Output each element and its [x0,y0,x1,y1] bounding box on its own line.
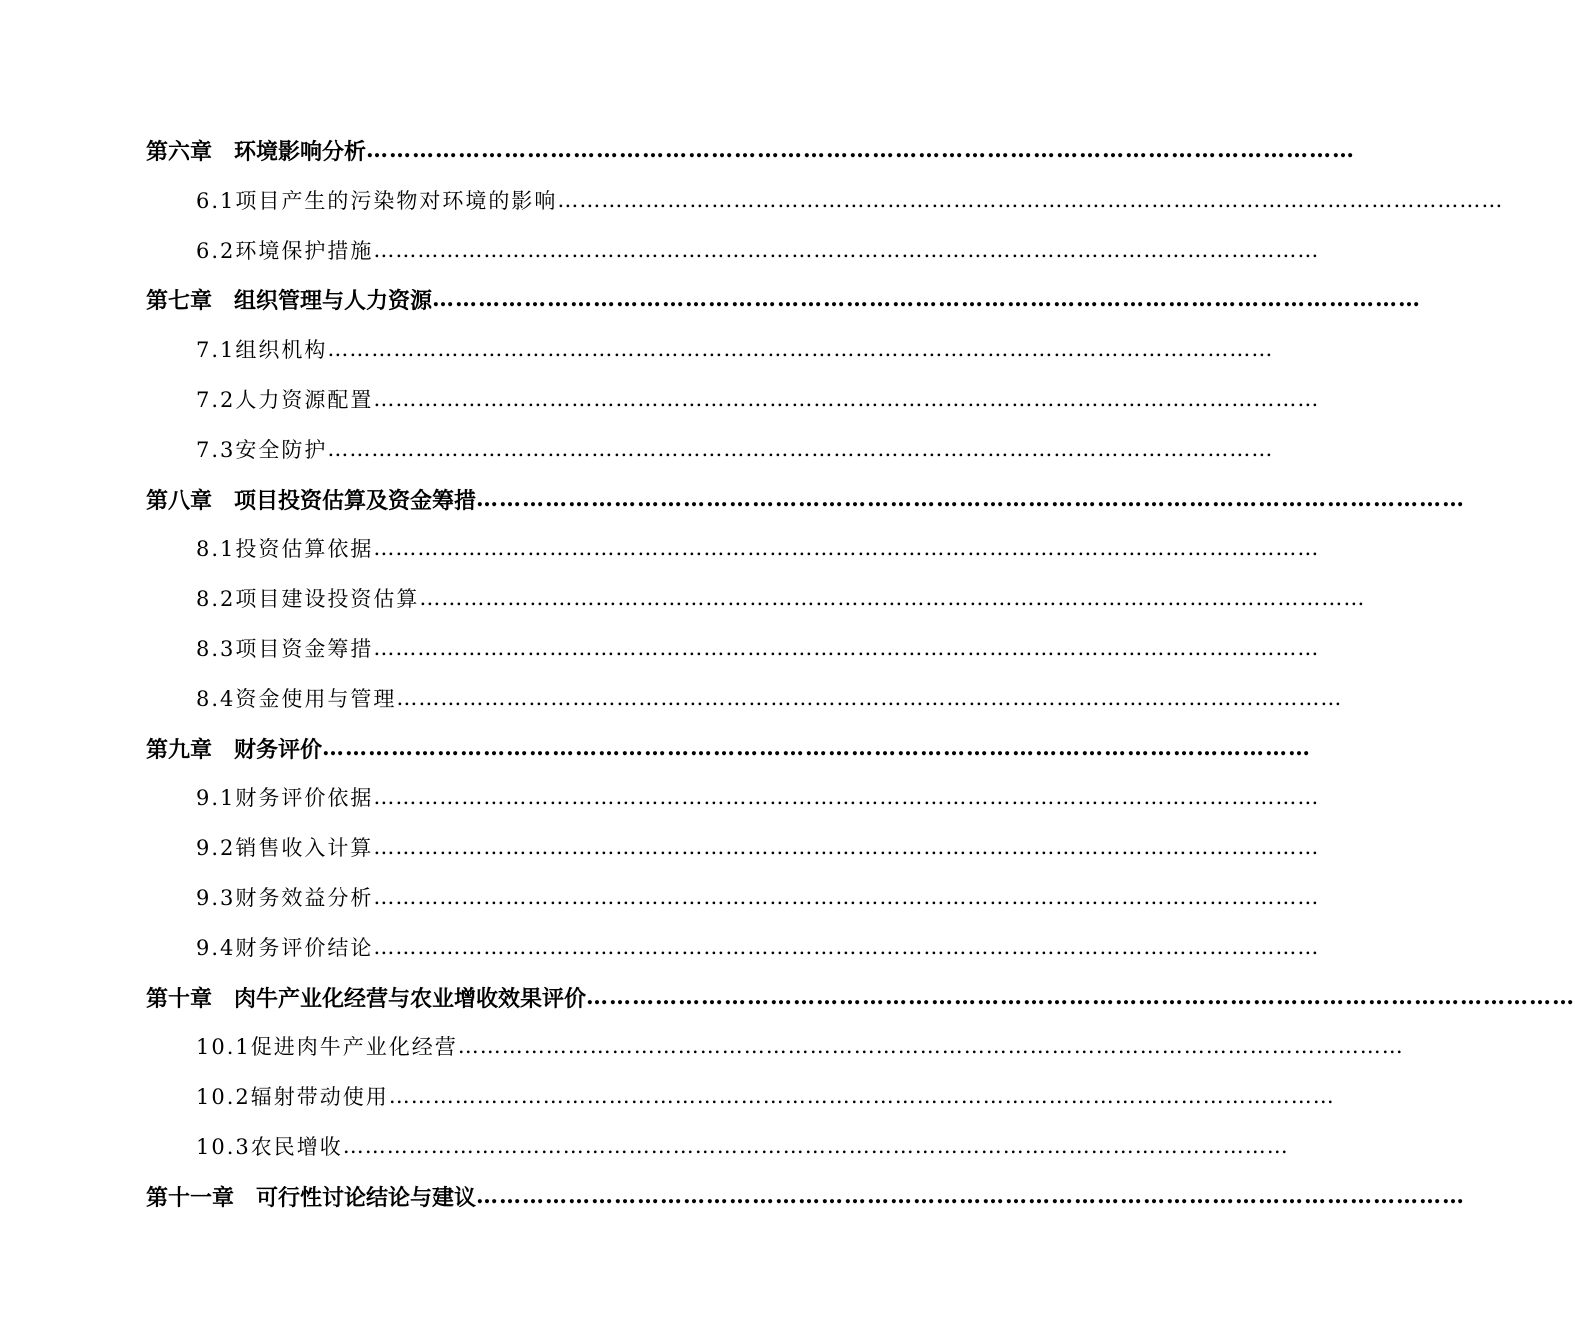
toc-dot-leader: ………………………………………………………………………………………………………………… [373,835,1320,859]
toc-entry-title: 10.2辐射带动使用 [196,1085,389,1109]
toc-section-entry[interactable] [196,882,1320,912]
toc-entry-title: 第十章 肉牛产业化经营与农业增收效果评价 [146,985,587,1012]
toc-chapter-entry[interactable] [146,484,1466,514]
toc-entry-title: 9.2销售收入计算 [196,836,374,860]
toc-entry-title: 9.3财务效益分析 [196,886,374,910]
toc-entry-title: 8.1投资估算依据 [196,537,374,561]
toc-dot-leader: ………………………………………………………………………………………………………………… [342,1134,1289,1158]
toc-dot-leader: ………………………………………………………………………………………………………………… [586,984,1575,1010]
toc-chapter-entry[interactable] [146,135,1356,165]
toc-dot-leader: ………………………………………………………………………………………………………………… [327,437,1274,461]
toc-chapter-entry[interactable] [146,982,1575,1012]
toc-section-entry[interactable] [196,782,1320,812]
toc-section-entry[interactable] [196,334,1274,364]
toc-dot-leader: ………………………………………………………………………………………………………………… [557,188,1504,212]
toc-dot-leader: ………………………………………………………………………………………………………………… [373,785,1320,809]
toc-dot-leader: ………………………………………………………………………………………………………………… [366,137,1356,163]
toc-dot-leader: ………………………………………………………………………………………………………………… [419,586,1366,610]
toc-section-entry[interactable] [196,1081,1335,1111]
toc-entry-title: 6.2环境保护措施 [196,239,374,263]
toc-dot-leader: ………………………………………………………………………………………………………………… [373,387,1320,411]
toc-section-entry[interactable] [196,1131,1289,1161]
toc-dot-leader: ………………………………………………………………………………………………………………… [476,1183,1466,1209]
toc-dot-leader: ………………………………………………………………………………………………………………… [373,935,1320,959]
toc-section-entry[interactable] [196,434,1274,464]
toc-section-entry[interactable] [196,1031,1404,1061]
toc-dot-leader: ………………………………………………………………………………………………………………… [388,1084,1335,1108]
toc-section-entry[interactable] [196,583,1366,613]
toc-dot-leader: ………………………………………………………………………………………………………………… [373,536,1320,560]
toc-dot-leader: ………………………………………………………………………………………………………………… [457,1034,1404,1058]
toc-chapter-entry[interactable] [146,1181,1466,1211]
toc-section-entry[interactable] [196,533,1320,563]
toc-dot-leader: ………………………………………………………………………………………………………………… [373,885,1320,909]
toc-entry-title: 第七章 组织管理与人力资源 [146,287,433,314]
toc-entry-title: 7.1组织机构 [196,338,328,362]
toc-section-entry[interactable] [196,185,1504,215]
toc-entry-title: 6.1项目产生的污染物对环境的影响 [196,189,558,213]
toc-entry-title: 第九章 财务评价 [146,736,323,763]
toc-chapter-entry[interactable] [146,284,1422,314]
toc-dot-leader: ………………………………………………………………………………………………………………… [396,686,1343,710]
toc-entry-title: 9.1财务评价依据 [196,786,374,810]
toc-section-entry[interactable] [196,832,1320,862]
toc-entry-title: 9.4财务评价结论 [196,936,374,960]
toc-entry-title: 8.4资金使用与管理 [196,687,397,711]
toc-entry-title: 7.2人力资源配置 [196,388,374,412]
toc-section-entry[interactable] [196,384,1320,414]
toc-entry-title: 第六章 环境影响分析 [146,138,367,165]
toc-chapter-entry[interactable] [146,733,1312,763]
toc-dot-leader: ………………………………………………………………………………………………………………… [322,735,1312,761]
toc-dot-leader: ………………………………………………………………………………………………………………… [476,486,1466,512]
toc-entry-title: 10.1促进肉牛产业化经营 [196,1035,458,1059]
toc-dot-leader: ………………………………………………………………………………………………………………… [432,286,1422,312]
toc-entry-title: 8.3项目资金筹措 [196,637,374,661]
toc-entry-title: 8.2项目建设投资估算 [196,587,420,611]
toc-entry-title: 第十一章 可行性讨论结论与建议 [146,1184,477,1211]
toc-entry-title: 第八章 项目投资估算及资金筹措 [146,487,477,514]
toc-dot-leader: ………………………………………………………………………………………………………………… [373,238,1320,262]
toc-section-entry[interactable] [196,683,1343,713]
toc-entry-title: 10.3农民增收 [196,1135,343,1159]
toc-section-entry[interactable] [196,235,1320,265]
toc-dot-leader: ………………………………………………………………………………………………………………… [327,337,1274,361]
toc-section-entry[interactable] [196,932,1320,962]
toc-entry-title: 7.3安全防护 [196,438,328,462]
toc-dot-leader: ………………………………………………………………………………………………………………… [373,636,1320,660]
toc-section-entry[interactable] [196,633,1320,663]
